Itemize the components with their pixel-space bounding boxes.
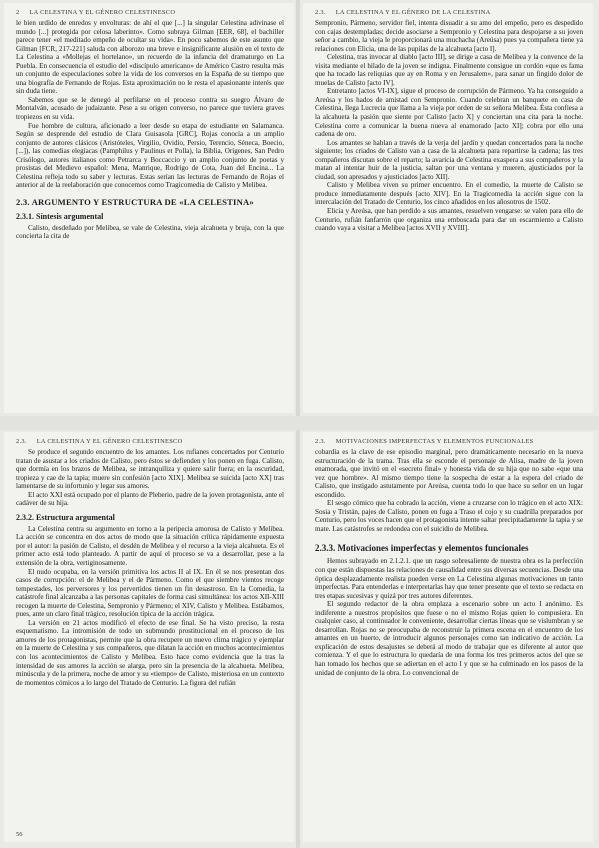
running-header	[315, 438, 583, 445]
paragraph: cobardía es la clave de ese episodio marginal, pero dramáticamente necesario en la nueva estructuración de la trama. Tras ella se esconde el personaje de Alisa, madre de la joven enamorada, que invitó en el «secreto final» y honesta vida de su hija que no sabe «que una vez que hombre». Al mismo tiempo tiene la sospecha de estar a la espera del criado de Calisto, que instigado astutamente por Areúsa, cuenta todo lo que hace su señor en un lugar escondido.	[315, 448, 583, 499]
running-header	[16, 9, 284, 16]
section-heading: 2.3. ARGUMENTO Y ESTRUCTURA DE «LA CELESTINA»	[16, 196, 254, 207]
paragraph: Fue hombre de cultura, aficionado a leer desde su etapa de estudiante en Salamanca. Según se desprende del estudio de Clara Guisasola [GRC], Rojas conocía a un amplio conjunto de autores clásicos (Aristóteles, Virgilio, Ovidio, Persio, Terencio, Séneca, Boecio, [...]), las comedias elegíacas (Pamphilus y Paulinus et Polla), la Biblia, Orígenes, San Pedro Crisólogo, autores italianos como Petrarca y Boccaccio y un amplio conjunto de poetas y prosistas del Medievo español: Mena, Manrique, Rodrigo de Cota, Juan del Encina... La Celestina refleja todo su saber y lecturas. Estas serían las lecturas de Fernando de Rojas el anterior al de la reelaboración que conocemos como Tragicomedia de Calisto y Melibea.	[16, 121, 284, 190]
paragraph: le bien urdido de enredos y envolturas: de ahí el que [...] la singular Celestina adivinase el mundo [...] protegida por celosa laberinto». Como subraya Gilman [EER, 68], el bachiller parece tener «el meditado empeño de ocultar su vida». En poco sabemos de este asunto que Gilman [FCR, 217-221] saluda con alborozo una breve e insignificante alusión en el texto de La Celestina a «Mollejas el hortelano», un recuerdo de la infancia del dramaturgo en La Puebla. En consecuencia el estudio del «discípulo americano» de Américo Castro resulta más un conjunto de especulaciones sobre la vida de los conversos en la España de su tiempo que una biografía de Fernando de Rojas. Esta aproximación no le resta el apasionante interés que sin duda tiene.	[16, 19, 284, 96]
subsection-heading: 2.3.2. Estructura argumental	[16, 512, 115, 522]
header-section-number: 2.3.	[315, 438, 326, 445]
paragraph: Se produce el segundo encuentro de los amantes. Los rufianes concertados por Centurio tratan de asustar a los criados de Calisto, pero éstos se defienden y los ponen en fuga. Calisto, que dormía en los brazos de Melibea, se intranquiliza y quiere salir fuera; en la oscuridad, tropieza y cae de la tapia; muere sin confesión [acto XIX]. Melibea se suicida [acto XX] tras lamentarse de su infortunio y legar sus amores.	[16, 448, 284, 491]
paragraph: La Celestina centra su argumento en torno a la peripecia amorosa de Calisto y Melibea. La acción se concentra en dos actos de modo que la situación crítica rápidamente expuesta por el autor: la pasión de Calisto, el desdén de Melibea y el recurso a la vieja alcahueta. Es el primer acto está todo planteado. A partir de aquí el proceso se va a desarrollar, pese a la extensión de la obra, vertiginosamente.	[16, 524, 284, 568]
paragraph: Sabemos que se le denegó al perfilarse en el proceso contra su suegro Álvaro de Montalván, acusado de judaizante. Pese a su origen converso, no parece que tuviera graves tropiezos en su vida.	[16, 95, 284, 122]
header-title: LA CELESTINA Y EL GÉNERO CELESTINESCO	[36, 438, 183, 445]
page-separator	[0, 416, 599, 430]
subsection-heading: 2.3.3. Motivaciones imperfectas y elementos funcionales	[315, 543, 529, 554]
header-title: LA CELESTINA Y EL GÉNERO CELESTINESCO	[29, 9, 176, 16]
running-header	[315, 9, 583, 16]
page-number: 56	[16, 831, 23, 838]
paragraph: Elicia y Areúsa, que han perdido a sus amantes, resuelven vengarse: se valen para ello de Centurio, rufián fanfarrón que organiza una emboscada para dar un escarmiento a Calisto cuando vaya a visitar a Melibea [actos XVII y XVIII].	[315, 207, 583, 233]
paragraph: La versión en 21 actos modificó el efecto de ese final. Se ha visto preciso, la resta esquematismo. La intromisión de todo un submundo prostitucional en el proceso de los amores de los protagonistas, permite que la obra recupere un nuevo clima trágico y ejemplar en la muerte de Celestina y sus compañeros, que dilatan la acción en muchos acontecimientos con los acontecimientos de Calisto y Melibea. Esto hace como evidencia que la tras la intensidad de sus amores la acción se alarga, pero sin la presencia de la alcahueta. Melibea, minúscula y de la primera, noche de amor y su «tiempo» de Calisto, misteriosa en un contexto de momentos cómicos a lo largo del Tratado de Centurio. La figura del rufián	[16, 618, 284, 687]
paragraph: Celestina, tras invocar al diablo [acto III], se dirige a casa de Melibea y la convence de la visita mediante el hilado de la joven se indigna. Finalmente consigue un cordón «que es fama que ha tocado las reliquias que ay en Roma y en Jerusalem», para sanar un fingido dolor de muelas de Calisto [acto IV].	[315, 53, 583, 87]
paragraph: Hemos subrayado en 2.1.2.1. que un rasgo sobresaliente de nuestra obra es la perfección con que están dispuestas las relaciones de causalidad entre sus diversas secuencias. Desde una óptica desplazadamente realista pueden verse en La Celestina algunas motivaciones un tanto imperfectas. Para entenderlas e interpretarlas hay que tener presente que el texto se redacta en tres etapas sucesivas y quizá por tres autores diferentes.	[315, 557, 583, 600]
paragraph: Calisto, desdeñado por Melibea, se vale de Celestina, vieja alcahueta y bruja, con la que concierta la cita de	[16, 223, 284, 241]
paragraph: Calisto y Melibea viven su primer encuentro. En el comedio, la muerte de Calisto se produce inmediatamente después [acto XIV]. En la Tragicomedia la acción sigue con la intercalación del Tratado de Centurio, los cinco añadidos en los añosotros de 1502.	[315, 181, 583, 207]
header-section-number: 2.3.	[315, 9, 326, 16]
paragraph: Sempronio, Pármeno, servidor fiel, intenta disuadir a su amo del empeño, pero es despedido con cajas destempladas; decide asociarse a Sempronio y Celestina para despojarse a su joven señor a cambio, la vieja le proporcionará una muchacha (Areúsa) pues ya compañera tiene ya relaciones con Elicia, una de las pupilas de la alcahueta [acto I].	[315, 19, 583, 53]
paragraph: El segundo redactor de la obra emplaza a escenario sobre un acto I anónimo. Es indiferente a nuestros propósitos que fuese o no el mismo Rojas quien lo compusiera. En cualquier caso, al continuador le conveniente, desarrollar ciertas líneas que se vislumbran y se desarrollan. Rojas no se preocupaba de reconstruir la primera escena en el encuentro de los amantes en un huerto, de introducir algunos personajes como tan indicativo de acción. La explicación de estos desajustes se deberá al modo de trabajar que es diferente al autor que comienza. Y el que lo estructura lo quedaría de una forma los tres primeros actos del que se han tomado los hechos que se adiertan en el acto I y que se ha culminado en los pasos de la unidad de conjunto de la obra. Lo convencional de	[315, 600, 583, 677]
paragraph: El nudo ocupaba, en la versión primitiva los actos II al IX. En él se nos presentan dos casos de corrupción: el de Melibea y el de Pármeno. Como el que siembre vientos recoge tempestades, los perversores y los pervertidos tienen un fin desastroso. En la Comedia, la catástrofe final alcanzaba a las personas capitales de forma casi simultánea: los actos XII-XIII recogen la muerte de Celestina, Sempronio y Pármeno; el XIV, Calisto y Melibea. Estábamos, pues, ante un claro final trágico, resolución típica de la acción trágica.	[16, 567, 284, 619]
header-section-number: 2.3.	[16, 438, 27, 445]
header-title: LA CELESTINA Y EL GÉNERO DE LA CELESTINA	[335, 9, 491, 16]
running-header	[16, 438, 284, 445]
page-bottom-left	[4, 432, 294, 842]
header-section-number: 2	[16, 9, 20, 16]
paragraph: El acto XXI está ocupado por el planto de Pleberio, padre de la joven protagonista, ante el cadáver de su hija.	[16, 490, 284, 508]
paragraph: Los amantes se hablan a través de la verja del jardín y quedan concertados para la noche siguiente; los criados de Calisto van a casa de la alcahueta para repartirse la cadena; las tres compañeros discutan sobre el reparto; la avaricia de Celestina exaspera a sus compañeros y la matan al intentar huir de la justicia, saltan por una ventana y mueren, ajusticiados por la ciudad, son apresados y ajusticiados [acto XII].	[315, 138, 583, 181]
header-title: MOTIVACIONES IMPERFECTAS Y ELEMENTOS FUNCIONALES	[335, 438, 534, 445]
page-top-left	[4, 3, 294, 413]
paragraph: El sesgo cómico que ha cobrado la acción, viene a cruzarse con lo trágico en el acto XIX: Sosia y Tristán, pajes de Calisto, ponen en fuga a Traso el cojo y su cuadrilla preparados por Centurio, pero los voces hacen que el protagonista intente saltar precipitadamente la tapia y se mate. Las catástrofes se redondea con el suicidio de Melibea.	[315, 499, 583, 533]
paragraph: Entretanto [actos VI-IX], sigue el proceso de corrupción de Pármeno. Ya ha conseguido a Areúsa y los hados de amistad con Sempronio. Cuando celebran un banquete en casa de Celestina, llega Lucrecia que llama a la vieja por orden de su señora Melibea. Ésta confiesa a la alcahueta la pasión que siente por Calisto [acto X] y conciertan una cita para la noche. Celestina corre a comunicar la buena nueva al enamorado [acto XI]; cobra por ello una cadena de oro.	[315, 87, 583, 139]
page-bottom-right	[303, 432, 593, 842]
page-top-right	[303, 3, 593, 413]
subsection-heading: 2.3.1. Síntesis argumental	[16, 211, 104, 221]
